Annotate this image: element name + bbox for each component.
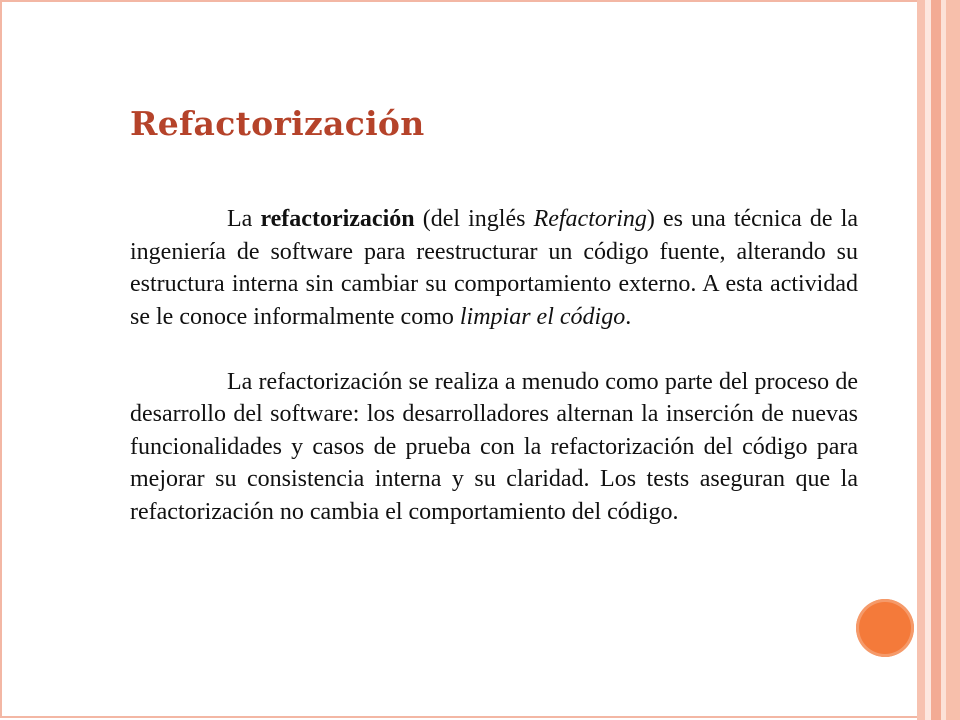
text-run: (del inglés (414, 206, 534, 232)
paragraph-process: La refactorización se realiza a menudo como parte del proceso de desarrollo del software: los desarrolladores alternan la inserción de nuevas funcionalidades y casos de prueba con la refactorización del código para mejorar su consistencia interna y su claridad. Los tests aseguran que la refactorización no cambia el comportamiento del código. (130, 368, 858, 525)
decorative-side-band (917, 0, 925, 720)
decorative-side-band (931, 0, 941, 720)
bold-term: refactorización (260, 206, 415, 232)
text-run: La (227, 206, 261, 232)
slide-body (130, 203, 858, 528)
italic-phrase: limpiar el código (459, 303, 626, 330)
paragraph-definition (130, 203, 858, 333)
italic-english-term: Refactoring (533, 206, 647, 232)
slide-title: Refactorización (130, 104, 425, 143)
text-run: ) es una técnica de la ingeniería de software para reestructurar un código fuente, alterando su estructura interna sin cambiar su comportamiento externo. A esta actividad se le conoce informalmente como (130, 206, 859, 330)
decorative-side-band (946, 0, 960, 720)
decorative-circle (856, 599, 914, 657)
text-run: . (625, 303, 632, 330)
